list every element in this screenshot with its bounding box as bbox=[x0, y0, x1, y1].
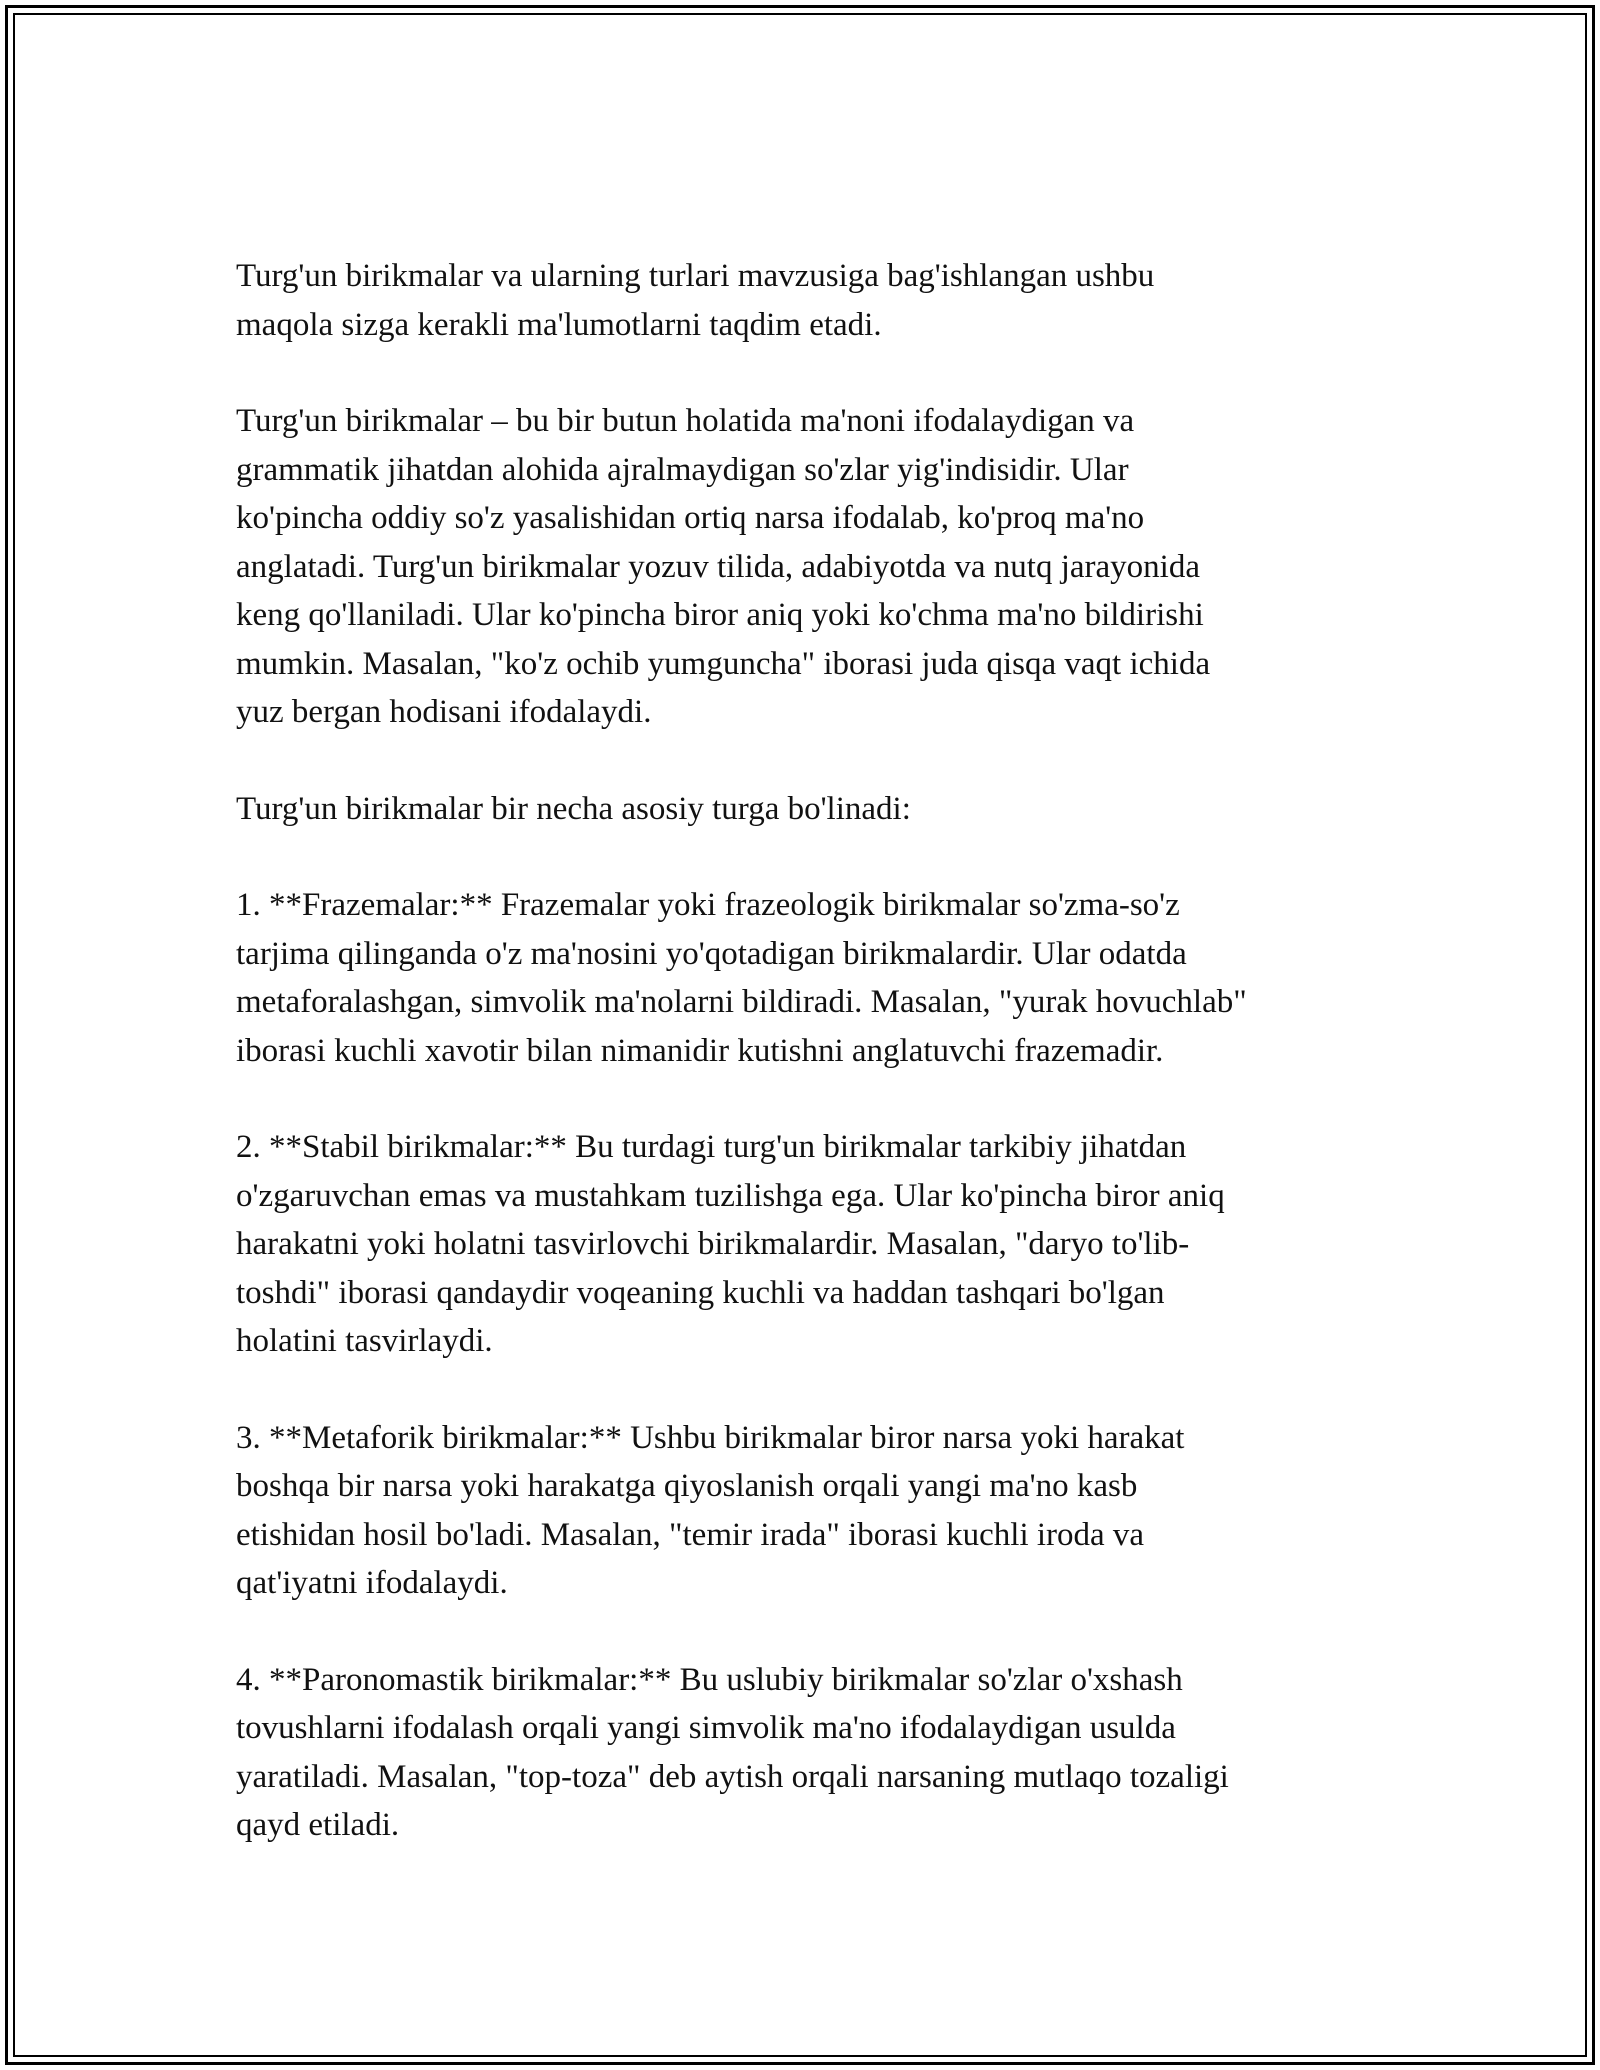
document-body bbox=[236, 252, 1376, 1898]
list-item-stabil: 2. **Stabil birikmalar:** Bu turdagi turg'un birikmalar tarkibiy jihatdan o'zgaruvchan emas va mustahkam tuzilishga ega. Ular ko'pincha biror aniq harakatni yoki holatni tasvirlovchi birikmalardir. Masalan, "daryo to'lib- toshdi" iborasi qandaydir voqeaning kuchli va haddan tashqari bo'lgan holatini tasvirlaydi. bbox=[236, 1129, 1225, 1359]
list-item-paronomastik: 4. **Paronomastik birikmalar:** Bu uslubiy birikmalar so'zlar o'xshash tovushlarni ifodalash orqali yangi simvolik ma'no ifodalaydigan usulda yaratiladi. Masalan, "top-toza" deb aytish orqali narsaning mutlaqo tozaligi qayd etiladi. bbox=[236, 1661, 1229, 1843]
definition-paragraph: Turg'un birikmalar – bu bir butun holatida ma'noni ifodalaydigan va grammatik jihatdan alohida ajralmaydigan so'zlar yig'indisidir. Ular ko'pincha oddiy so'z yasalishidan ortiq narsa ifodalab, ko'proq ma'no anglatadi. Turg'un birikmalar yozuv tilida, adabiyotda va nutq jarayonida keng qo'llaniladi. Ular ko'pincha biror aniq yoki ko'chma ma'no bildirishi mumkin. Masalan, "ko'z ochib yumguncha" iborasi juda qisqa vaqt ichida yuz bergan hodisani ifodalaydi. bbox=[236, 403, 1211, 730]
types-lead-paragraph: Turg'un birikmalar bir necha asosiy turga bo'linadi: bbox=[236, 790, 911, 827]
list-item-metaforik: 3. **Metaforik birikmalar:** Ushbu birikmalar biror narsa yoki harakat boshqa bir narsa yoki harakatga qiyoslanish orqali yangi ma'no kasb etishidan hosil bo'ladi. Masalan, "temir irada" iborasi kuchli iroda va qat'iyatni ifodalaydi. bbox=[236, 1419, 1185, 1601]
intro-paragraph: Turg'un birikmalar va ularning turlari mavzusiga bag'ishlangan ushbu maqola sizga kerakli ma'lumotlarni taqdim etadi. bbox=[236, 258, 1155, 343]
list-item-frazemalar: 1. **Frazemalar:** Frazemalar yoki frazeologik birikmalar so'zma-so'z tarjima qilinganda o'z ma'nosini yo'qotadigan birikmalardir. Ular odatda metaforalashgan, simvolik ma'nolarni bildiradi. Masalan, "yurak hovuchlab" iborasi kuchli xavotir bilan nimanidir kutishni anglatuvchi frazemadir. bbox=[236, 887, 1247, 1069]
